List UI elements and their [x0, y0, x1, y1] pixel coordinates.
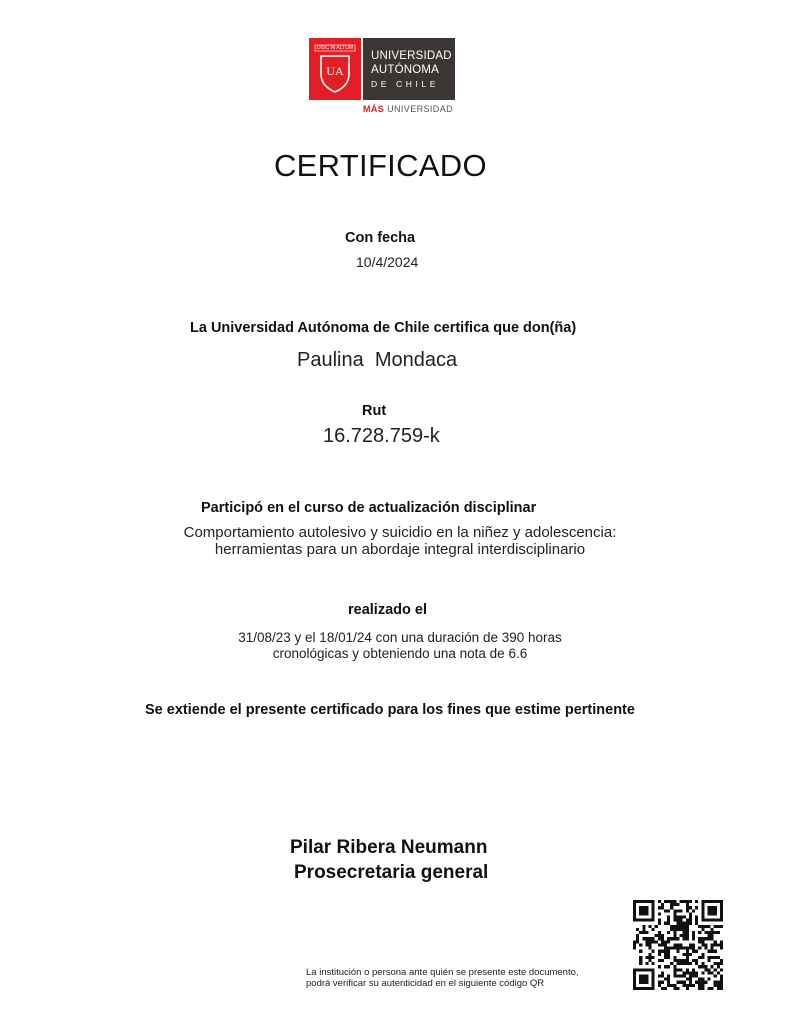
extension-statement: Se extiende el presente certificado para los fines que estime pertinente — [145, 702, 635, 718]
page-title: CERTIFICADO — [274, 148, 487, 183]
rut-label: Rut — [362, 403, 387, 419]
logo-shield-text: UA — [326, 64, 344, 78]
completion-label: realizado el — [348, 602, 427, 618]
signatory-name: Pilar Ribera Neumann — [290, 837, 488, 858]
course-label: Participó en el curso de actualización disciplinar — [201, 500, 537, 516]
recipient-name: Paulina Mondaca — [297, 349, 458, 371]
logo-line-3: DE CHILE — [371, 79, 440, 89]
date-value: 10/4/2024 — [356, 254, 419, 270]
qr-code-icon — [633, 900, 723, 990]
logo-tagline-accent: MÁS — [363, 104, 385, 114]
verification-note-line-2: podrá verificar su autenticidad en el siguiente código QR — [306, 978, 545, 989]
verification-note-line-1: La institución o persona ante quién se presente este documento, — [306, 967, 579, 978]
logo-line-2: AUTÓNOMA — [371, 64, 440, 76]
logo-line-1: UNIVERSIDAD — [371, 50, 452, 62]
logo-shield-block — [309, 38, 361, 100]
university-logo — [309, 38, 457, 118]
course-title-line-2: herramientas para un abordaje integral interdisciplinario — [214, 541, 586, 558]
completion-details-line-1: 31/08/23 y el 18/01/24 con una duración de 390 horas — [238, 630, 562, 645]
logo-motto: DISC IN ALTUM — [316, 45, 354, 51]
logo-wordmark — [363, 38, 455, 100]
logo-tagline-rest: UNIVERSIDAD — [384, 104, 454, 114]
course-title-line-1: Comportamiento autolesivo y suicidio en la niñez y adolescencia: — [183, 524, 617, 541]
certify-statement: La Universidad Autónoma de Chile certifica que don(ña) — [190, 320, 577, 336]
rut-value: 16.728.759-k — [323, 425, 440, 447]
signatory-role: Prosecretaria general — [294, 862, 489, 883]
date-label: Con fecha — [345, 230, 416, 246]
completion-details-line-2: cronológicas y obteniendo una nota de 6.6 — [272, 646, 528, 661]
logo-tagline — [363, 104, 453, 114]
